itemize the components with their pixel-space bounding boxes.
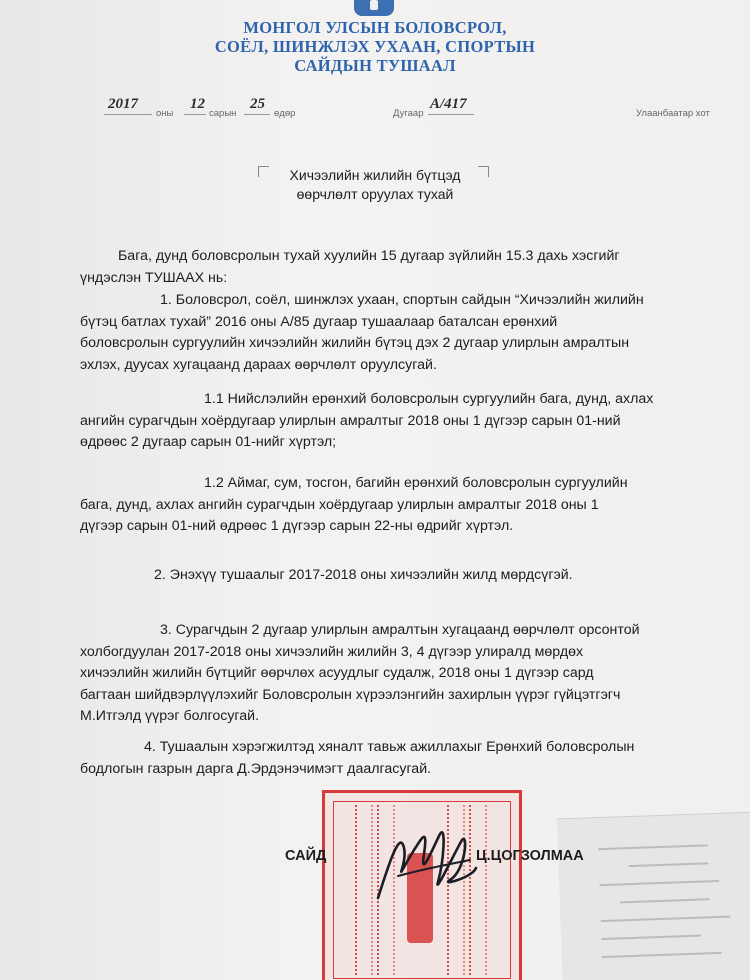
- date-year-line: [104, 114, 152, 115]
- item-3-line-3: хичээлийн жилийн бүтцийг өөрчлөх асуудлыг судалж, 2018 оны 1 дүгээр сард: [80, 665, 594, 681]
- ministry-line-1: МОНГОЛ УЛСЫН БОЛОВСРОЛ,: [243, 18, 507, 37]
- item-1-2-line-3: дүгээр сарын 01-ний өдрөөс 1 дүгээр сарын 22-ны өдрийг хүртэл.: [80, 518, 514, 534]
- item-1-2-line-2: бага, дунд, ахлах ангийн сурагчдын хоёрдугаар улирлын амралтыг 2018 оны 1: [80, 496, 599, 513]
- order-title-line-2: өөрчлөлт оруулах тухай: [296, 186, 454, 202]
- item-1-2-paragraph: [80, 473, 668, 538]
- city-label: Улаанбаатар хот: [636, 108, 710, 119]
- state-emblem-icon: [354, 0, 394, 16]
- number-label: Дугаар: [393, 108, 424, 119]
- item-3-line-2: холбогдуулан 2017-2018 оны хичээлийн жилийн 3, 4 дүгээр улиралд мөрдөх: [80, 643, 584, 660]
- order-meta: [0, 96, 750, 130]
- date-day: 25: [250, 96, 265, 112]
- item-4-paragraph: [80, 737, 668, 780]
- date-day-line: [244, 114, 270, 115]
- item-1-line-2: бүтэц батлах тухай” 2016 оны А/85 дугаар тушаалаар баталсан ерөнхий: [80, 313, 558, 330]
- number-line: [428, 114, 474, 115]
- item-1-1-line-2: ангийн сурагчдын хоёрдугаар улирлын амралтыг 2018 оны 1 дүгээр сарын 01-ний: [80, 412, 621, 429]
- date-year: 2017: [108, 96, 138, 112]
- date-day-label: өдөр: [274, 108, 296, 119]
- ministry-line-2: СОЁЛ, ШИНЖЛЭХ УХААН, СПОРТЫН: [214, 37, 536, 56]
- order-title-line-1: Хичээлийн жилийн бүтцэд: [289, 167, 461, 183]
- signatory-name: Ц.ЦОГЗОЛМАА: [476, 848, 584, 864]
- item-3-line-1: 3. Сурагчдын 2 дугаар улирлын амралтын хугацаанд өөрчлөлт орсонтой: [160, 622, 640, 638]
- item-1-1-paragraph: [80, 389, 668, 454]
- item-1-paragraph: [80, 290, 668, 376]
- order-title: [0, 166, 750, 204]
- item-4-line-2: бодлогын газрын дарга Д.Эрдэнэчимэгт даалгасугай.: [80, 760, 432, 777]
- item-1-line-4: эхлэх, дуусах хугацаанд дараах өөрчлөлт оруулсугай.: [80, 356, 437, 373]
- intro-paragraph: [80, 246, 668, 289]
- ministry-header: [0, 18, 750, 75]
- item-1-1-line-1: 1.1 Нийслэлийн ерөнхий боловсролын сургуулийн бага, дунд, ахлах: [204, 391, 654, 407]
- item-1-2-line-1: 1.2 Аймаг, сум, тосгон, багийн ерөнхий боловсролын сургуулийн: [204, 475, 628, 491]
- item-3-line-4: багтаан шийдвэрлүүлэхийг Боловсролын хүрээлэнгийн захирлын үүрэг гүйцэтгэгч: [80, 686, 621, 703]
- item-3-paragraph: [80, 620, 668, 728]
- intro-line-2: үндэслэн ТУШААХ нь:: [80, 269, 228, 286]
- underlying-paper: [557, 812, 750, 980]
- item-1-1-line-3: өдрөөс 2 дугаар сарын 01-нийг хүртэл;: [80, 434, 337, 450]
- date-month-line: [184, 114, 206, 115]
- number-value: А/417: [430, 96, 467, 112]
- item-2-line: 2. Энэхүү тушаалыг 2017-2018 оны хичээлийн жилд мөрдсүгэй.: [154, 567, 573, 583]
- ministry-line-3: САЙДЫН ТУШААЛ: [294, 56, 456, 75]
- signature-icon: [370, 820, 480, 910]
- item-2-paragraph: [154, 565, 674, 587]
- date-year-label: оны: [156, 108, 174, 119]
- date-month: 12: [190, 96, 205, 112]
- date-month-label: сарын: [209, 108, 237, 119]
- item-4-line-1: 4. Тушаалын хэрэгжилтэд хяналт тавьж ажиллахыг Ерөнхий боловсролын: [144, 739, 635, 755]
- item-3-line-5: М.Итгэлд үүрэг болгосугай.: [80, 708, 260, 724]
- signatory-title: САЙД: [285, 848, 327, 864]
- item-1-line-1: 1. Боловсрол, соёл, шинжлэх ухаан, спортын сайдын “Хичээлийн жилийн: [160, 292, 644, 308]
- item-1-line-3: боловсролын сургуулийн хичээлийн жилийн бүтэц дэх 2 дугаар улирлын амралтын: [80, 335, 630, 351]
- intro-line-1: Бага, дунд боловсролын тухай хуулийн 15 дугаар зүйлийн 15.3 дахь хэсгийг: [118, 248, 620, 264]
